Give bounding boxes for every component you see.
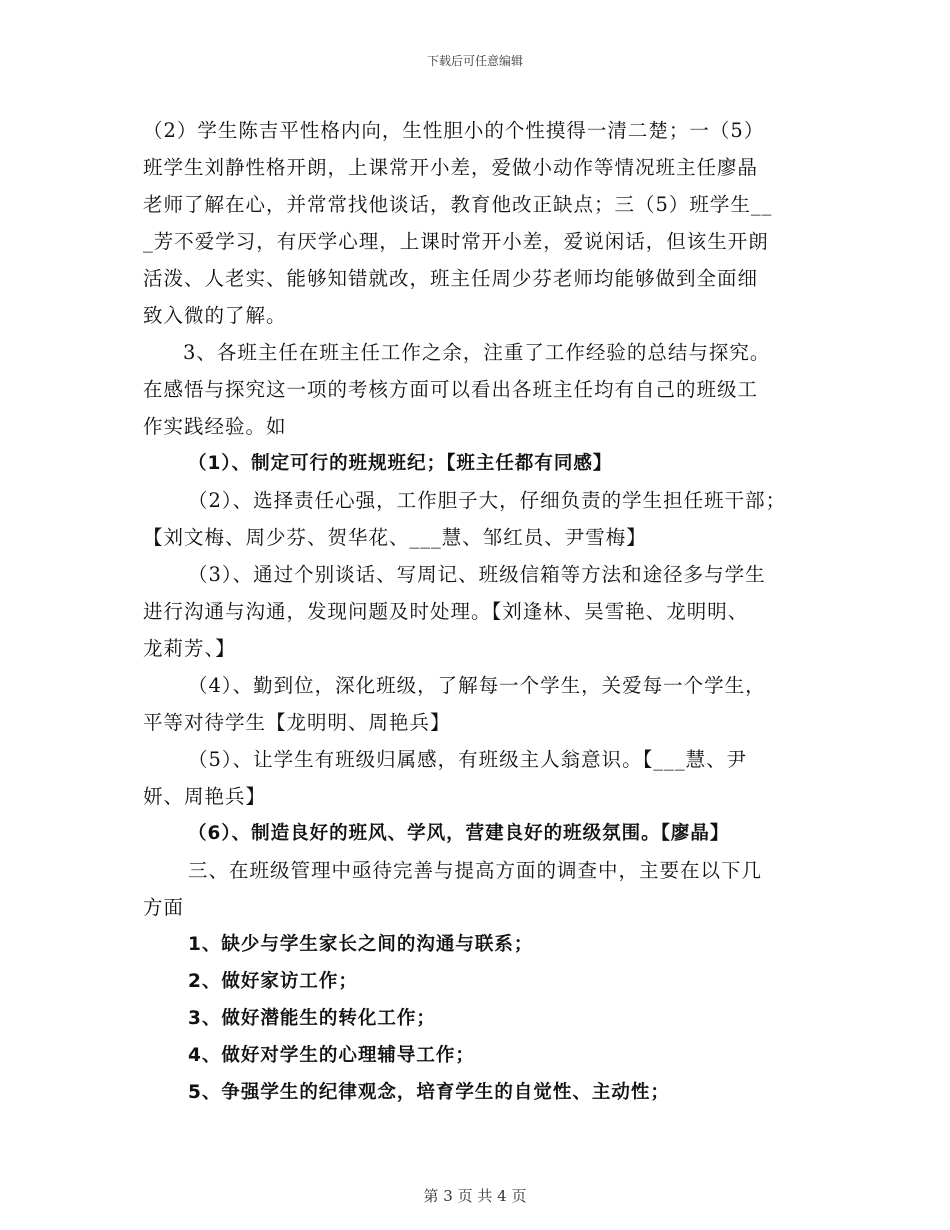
paragraph-line: 龙莉芳、】: [143, 637, 236, 660]
section-heading: 三、在班级管理中亟待完善与提高方面的调查中，主要在以下几: [188, 859, 763, 882]
paragraph-line: 老师了解在心，并常常找他谈话，教育他改正缺点；三（5）班学生__: [143, 193, 773, 216]
list-item: （5）、让学生有班级归属感，有班级主人翁意识。【___慧、尹: [188, 748, 748, 771]
numbered-item: 5、争强学生的纪律观念，培育学生的自觉性、主动性；: [188, 1082, 670, 1103]
list-item: （2）、选择责任心强，工作胆子大，仔细负责的学生担任班干部；: [188, 489, 787, 512]
paragraph-line: 进行沟通与沟通，发现问题及时处理。【刘逢林、吴雪艳、龙明明、: [143, 600, 749, 623]
paragraph-line: 方面: [143, 896, 185, 919]
numbered-item: 4、做好对学生的心理辅导工作；: [188, 1045, 475, 1066]
list-item-bold: （6）、制造良好的班风、学风，营建良好的班级氛围。【廖晶】: [188, 823, 730, 844]
list-item: （3）、通过个别谈话、写周记、班级信箱等方法和途径多与学生: [188, 563, 766, 586]
numbered-item: 3、做好潜能生的转化工作；: [188, 1008, 436, 1029]
numbered-item: 1、缺少与学生家长之间的沟通与联系；: [188, 934, 534, 955]
paragraph-line: 妍、周艳兵】: [143, 785, 267, 808]
paragraph-line: 3、各班主任在班主任工作之余，注重了工作经验的总结与探究。: [183, 341, 771, 364]
page-header: 下载后可任意编辑: [426, 54, 523, 68]
paragraph-line: 平等对待学生【龙明明、周艳兵】: [143, 711, 451, 734]
list-item: （4）、勤到位，深化班级，了解每一个学生，关爱每一个学生，: [188, 674, 766, 697]
paragraph-line: 活泼、人老实、能够知错就改，班主任周少芬老师均能够做到全面细: [143, 267, 759, 290]
document-body: [143, 112, 813, 1111]
paragraph-line: 班学生刘静性格开朗，上课常开小差，爱做小动作等情况班主任廖晶: [143, 156, 759, 179]
paragraph-line: 致入微的了解。: [143, 304, 287, 327]
paragraph-line: 作实践经验。如: [143, 415, 287, 438]
list-item-bold: （1）、制定可行的班规班纪；【班主任都有同感】: [188, 453, 613, 474]
paragraph-line: _芳不爱学习，有厌学心理，上课时常开小差，爱说闲话，但该生开朗: [143, 230, 769, 253]
numbered-item: 2、做好家访工作；: [188, 971, 358, 992]
page-footer: 第 3 页 共 4 页: [423, 1187, 527, 1205]
paragraph-line: 在感悟与探究这一项的考核方面可以看出各班主任均有自己的班级工: [143, 378, 759, 401]
paragraph-line: （2）学生陈吉平性格内向，生性胆小的个性摸得一清二楚；一（5）: [143, 119, 765, 142]
paragraph-line: 【刘文梅、周少芬、贺华花、___慧、邹红员、尹雪梅】: [143, 526, 647, 549]
